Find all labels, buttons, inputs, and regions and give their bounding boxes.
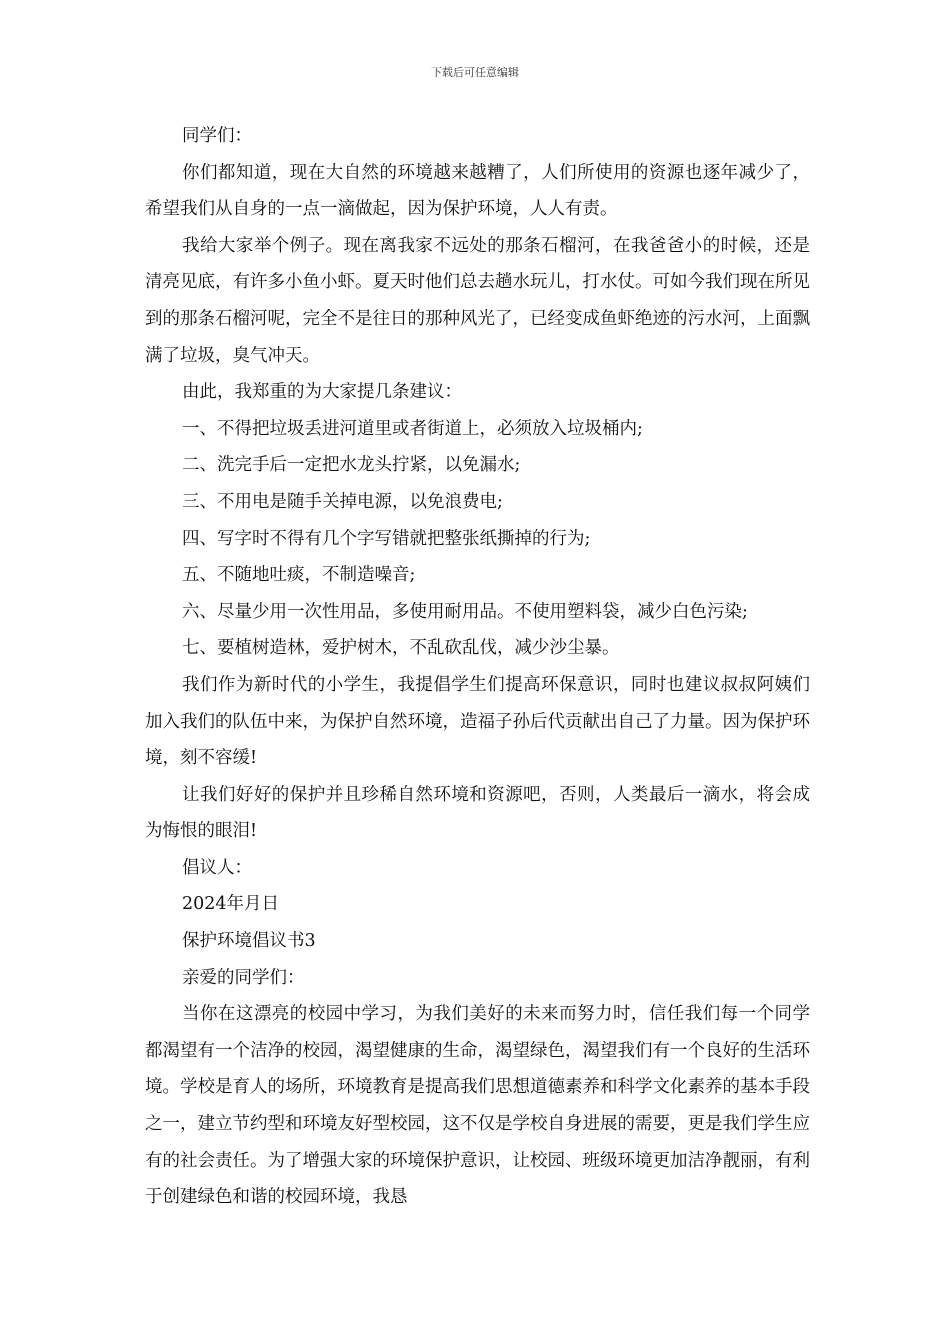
document-body	[145, 118, 810, 1216]
greeting: 同学们：	[182, 126, 252, 146]
suggestion-item: 一、不得把垃圾丢进河道里或者街道上，必须放入垃圾桶内;	[182, 418, 643, 439]
section-title: 保护环境倡议书3	[182, 931, 316, 952]
paragraph-call: 我们作为新时代的小学生，我提倡学生们提高环保意识，同时也建议叔叔阿姨们加入我们的队伍中来，为保护自然环境，造福子孙后代贡献出自己了力量。因为保护环境，刻不容缓!	[145, 674, 810, 769]
paragraph-intro: 你们都知道，现在大自然的环境越来越糟了，人们所使用的资源也逐年减少了，希望我们从自身的一点一滴做起，因为保护环境，人人有责。	[145, 162, 810, 220]
suggestion-item: 三、不用电是随手关掉电源，以免浪费电;	[182, 491, 503, 512]
paragraph-campus: 当你在这漂亮的校园中学习，为我们美好的未来而努力时，信任我们每一个同学都渴望有一个洁净的校园，渴望健康的生命，渴望绿色，渴望我们有一个良好的生活环境。学校是育人的场所，环境教育是提高我们思想道德素养和科学文化素养的基本手段之一，建立节约型和环境友好型校园，这不仅是学校自身进展的需要，更是我们学生应有的社会责任。为了增强大家的环境保护意识，让校园、班级环境更加洁净靓丽，有利于创建绿色和谐的校园环境，我恳	[145, 1004, 810, 1208]
paragraph-example: 我给大家举个例子。现在离我家不远处的那条石榴河，在我爸爸小的时候，还是清亮见底，有许多小鱼小虾。夏天时他们总去趟水玩儿，打水仗。可如今我们现在所见到的那条石榴河呢，完全不是往日的那种风光了，已经变成鱼虾绝迹的污水河，上面飘满了垃圾，臭气冲天。	[145, 235, 810, 366]
paragraph-closing: 让我们好好的保护并且珍稀自然环境和资源吧，否则，人类最后一滴水，将会成为悔恨的眼泪!	[145, 784, 810, 842]
greeting-2: 亲爱的同学们：	[182, 967, 305, 988]
suggestion-item: 四、写字时不得有几个字写错就把整张纸撕掉的行为;	[182, 528, 591, 549]
page-header: 下载后可任意编辑	[431, 66, 519, 79]
suggestion-item: 五、不随地吐痰，不制造噪音;	[182, 565, 416, 586]
suggestion-item: 六、尽量少用一次性用品，多使用耐用品。不使用塑料袋，减少白色污染;	[182, 601, 748, 622]
signature-label: 倡议人：	[182, 857, 252, 878]
date-line: 2024年月日	[182, 894, 280, 915]
paragraph-suggestion-lead: 由此，我郑重的为大家提几条建议：	[182, 382, 462, 403]
suggestion-item: 七、要植树造林，爱护树木，不乱砍乱伐，减少沙尘暴。	[182, 638, 620, 659]
suggestion-item: 二、洗完手后一定把水龙头拧紧，以免漏水;	[182, 455, 521, 476]
